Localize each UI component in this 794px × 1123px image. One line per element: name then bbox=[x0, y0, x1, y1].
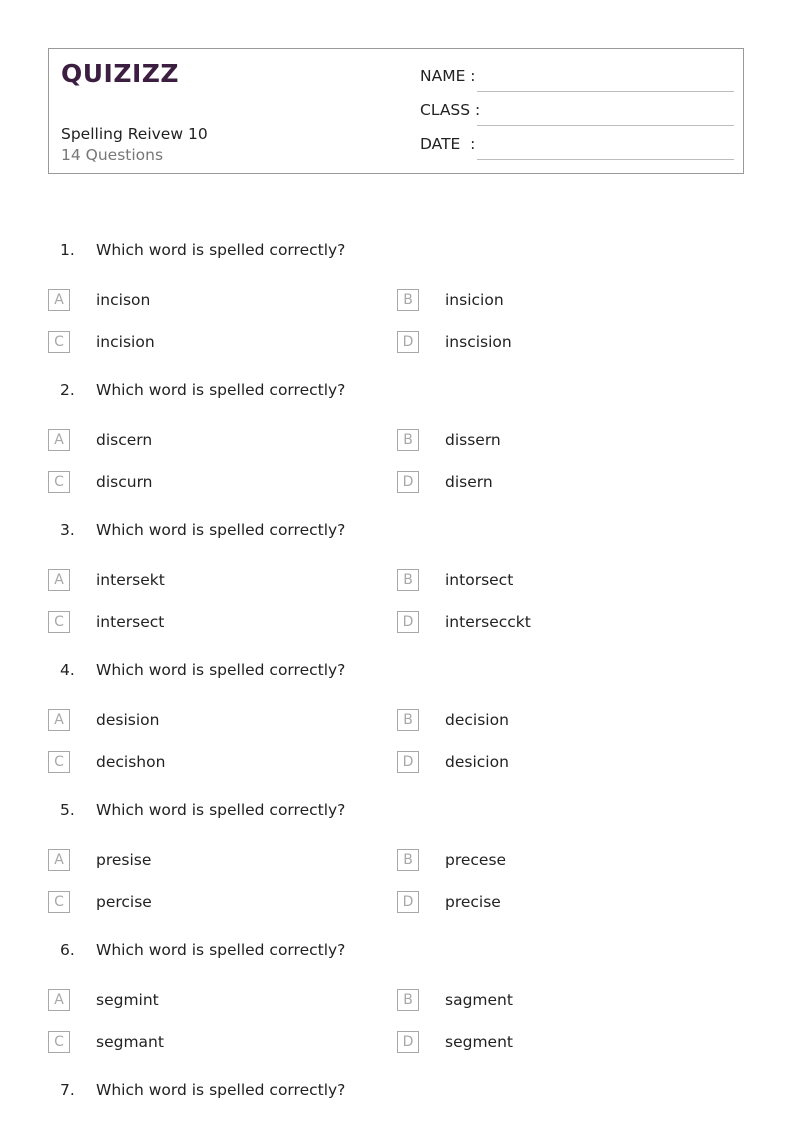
option-letter-box[interactable]: D bbox=[397, 471, 419, 493]
question-number: 1. bbox=[60, 241, 75, 259]
option-letter-box[interactable]: A bbox=[48, 709, 70, 731]
question-row bbox=[0, 381, 794, 405]
option-letter-box[interactable]: A bbox=[48, 569, 70, 591]
option-text: intersect bbox=[96, 613, 165, 631]
option-letter-box[interactable]: C bbox=[48, 611, 70, 633]
option-letter-box[interactable]: B bbox=[397, 849, 419, 871]
question-count: 14 Questions bbox=[61, 146, 164, 164]
class-field[interactable] bbox=[420, 101, 734, 125]
option-letter-box[interactable]: B bbox=[397, 989, 419, 1011]
question-number: 2. bbox=[60, 381, 75, 399]
class-line bbox=[477, 125, 734, 126]
question-number: 5. bbox=[60, 801, 75, 819]
question-text: Which word is spelled correctly? bbox=[96, 381, 346, 399]
option-text: decision bbox=[445, 711, 509, 729]
option-letter-box[interactable]: C bbox=[48, 471, 70, 493]
option-letter-box[interactable]: B bbox=[397, 709, 419, 731]
option-text: precise bbox=[445, 893, 501, 911]
option-letter-box[interactable]: D bbox=[397, 1031, 419, 1053]
option-text: presise bbox=[96, 851, 152, 869]
option-text: percise bbox=[96, 893, 152, 911]
option-letter-box[interactable]: D bbox=[397, 611, 419, 633]
option-letter-box[interactable]: D bbox=[397, 751, 419, 773]
option-text: decishon bbox=[96, 753, 166, 771]
option-text: desision bbox=[96, 711, 160, 729]
option-letter-box[interactable]: A bbox=[48, 989, 70, 1011]
name-line bbox=[477, 91, 734, 92]
option-letter-box[interactable]: D bbox=[397, 891, 419, 913]
option-text: segment bbox=[445, 1033, 513, 1051]
question-text: Which word is spelled correctly? bbox=[96, 1081, 346, 1099]
question-text: Which word is spelled correctly? bbox=[96, 241, 346, 259]
class-label: CLASS : bbox=[420, 101, 481, 119]
name-label: NAME : bbox=[420, 67, 476, 85]
option-letter-box[interactable]: C bbox=[48, 1031, 70, 1053]
date-field[interactable] bbox=[420, 135, 734, 159]
option-text: intersecckt bbox=[445, 613, 531, 631]
option-text: intorsect bbox=[445, 571, 514, 589]
option-letter-box[interactable]: C bbox=[48, 751, 70, 773]
option-text: intersekt bbox=[96, 571, 165, 589]
option-text: insicion bbox=[445, 291, 504, 309]
option-letter-box[interactable]: A bbox=[48, 429, 70, 451]
option-text: inscision bbox=[445, 333, 512, 351]
question-number: 7. bbox=[60, 1081, 75, 1099]
option-letter-box[interactable]: B bbox=[397, 289, 419, 311]
option-text: segmint bbox=[96, 991, 159, 1009]
option-text: dissern bbox=[445, 431, 501, 449]
question-number: 6. bbox=[60, 941, 75, 959]
question-number: 3. bbox=[60, 521, 75, 539]
option-letter-box[interactable]: C bbox=[48, 331, 70, 353]
option-letter-box[interactable]: D bbox=[397, 331, 419, 353]
date-label: DATE : bbox=[420, 135, 476, 153]
question-row bbox=[0, 941, 794, 965]
question-text: Which word is spelled correctly? bbox=[96, 521, 346, 539]
option-text: sagment bbox=[445, 991, 513, 1009]
question-text: Which word is spelled correctly? bbox=[96, 801, 346, 819]
question-row bbox=[0, 241, 794, 265]
option-letter-box[interactable]: B bbox=[397, 429, 419, 451]
worksheet-header bbox=[48, 48, 744, 174]
question-row bbox=[0, 1081, 794, 1105]
question-text: Which word is spelled correctly? bbox=[96, 941, 346, 959]
option-letter-box[interactable]: B bbox=[397, 569, 419, 591]
date-line bbox=[477, 159, 734, 160]
option-letter-box[interactable]: C bbox=[48, 891, 70, 913]
name-field[interactable] bbox=[420, 67, 734, 91]
quizizz-logo: QUIZIZZ bbox=[61, 59, 180, 88]
option-text: segmant bbox=[96, 1033, 164, 1051]
option-text: incison bbox=[96, 291, 151, 309]
option-text: desicion bbox=[445, 753, 509, 771]
question-row bbox=[0, 521, 794, 545]
worksheet-title: Spelling Reivew 10 bbox=[61, 125, 208, 143]
option-text: precese bbox=[445, 851, 507, 869]
option-text: incision bbox=[96, 333, 155, 351]
question-row bbox=[0, 801, 794, 825]
question-row bbox=[0, 661, 794, 685]
option-letter-box[interactable]: A bbox=[48, 289, 70, 311]
option-letter-box[interactable]: A bbox=[48, 849, 70, 871]
question-text: Which word is spelled correctly? bbox=[96, 661, 346, 679]
option-text: disern bbox=[445, 473, 493, 491]
question-number: 4. bbox=[60, 661, 75, 679]
option-text: discurn bbox=[96, 473, 153, 491]
option-text: discern bbox=[96, 431, 153, 449]
